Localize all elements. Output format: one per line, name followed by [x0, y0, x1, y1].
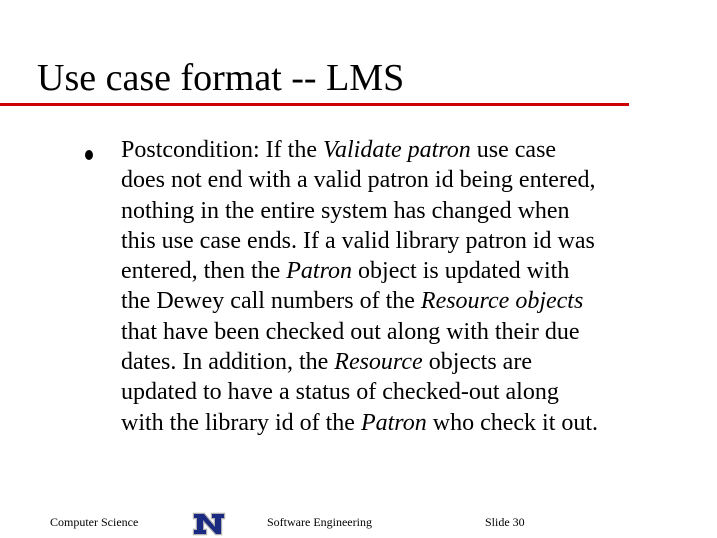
- bullet-text-run: entered, then the: [121, 258, 287, 285]
- bullet-text-run: with the library id of the: [121, 409, 361, 436]
- title-underline: [0, 103, 629, 106]
- bullet-text-run: objects are: [422, 349, 532, 376]
- bullet-line: [121, 347, 701, 377]
- bullet-text-run: use case: [470, 137, 557, 163]
- bullet-line: [121, 196, 701, 226]
- bullet-text-run: this use case ends. If a valid library patron id was: [121, 227, 595, 254]
- title-underline-bar: [0, 103, 629, 106]
- bullet-text-run: who check it out.: [426, 409, 599, 436]
- bullet-italic-term: Patron: [286, 258, 353, 285]
- bullet-italic-term: Patron: [360, 409, 427, 436]
- bullet-text-run: the Dewey call numbers of the: [121, 288, 421, 315]
- bullet-text-run: does not end with a valid patron id being entered,: [121, 167, 596, 194]
- bullet-line: [121, 377, 701, 407]
- footer-slide-number: Slide 30: [485, 515, 525, 529]
- bullet-line: [121, 408, 701, 438]
- bullet-icon: [85, 150, 93, 160]
- bullet-text-run: dates. In addition, the: [121, 349, 335, 376]
- slide-title: Use case format -- LMS: [37, 57, 405, 99]
- nebraska-n-logo-icon: [192, 512, 226, 536]
- bullet-line: [121, 226, 701, 256]
- bullet-text-run: object is updated with: [352, 258, 570, 285]
- bullet-text: [121, 135, 701, 438]
- footer-course: Computer Science: [50, 515, 139, 529]
- bullet-text-run: that have been checked out along with their due: [121, 318, 580, 345]
- bullet-line: [121, 135, 701, 165]
- bullet-text-run: updated to have a status of checked-out along: [121, 379, 559, 406]
- bullet-italic-term: Validate patron: [322, 137, 471, 163]
- bullet-text-run: Postcondition: If the: [121, 137, 323, 163]
- bullet-line: [121, 165, 701, 195]
- bullet-line: [121, 286, 701, 316]
- bullet-italic-term: Resource objects: [420, 288, 584, 315]
- bullet-text-run: nothing in the entire system has changed when: [121, 197, 570, 224]
- bullet-line: [121, 317, 701, 347]
- footer-subject: Software Engineering: [267, 515, 372, 529]
- bullet-italic-term: Resource: [334, 349, 423, 376]
- bullet-line: [121, 256, 701, 286]
- logo-n-shape: [194, 514, 224, 534]
